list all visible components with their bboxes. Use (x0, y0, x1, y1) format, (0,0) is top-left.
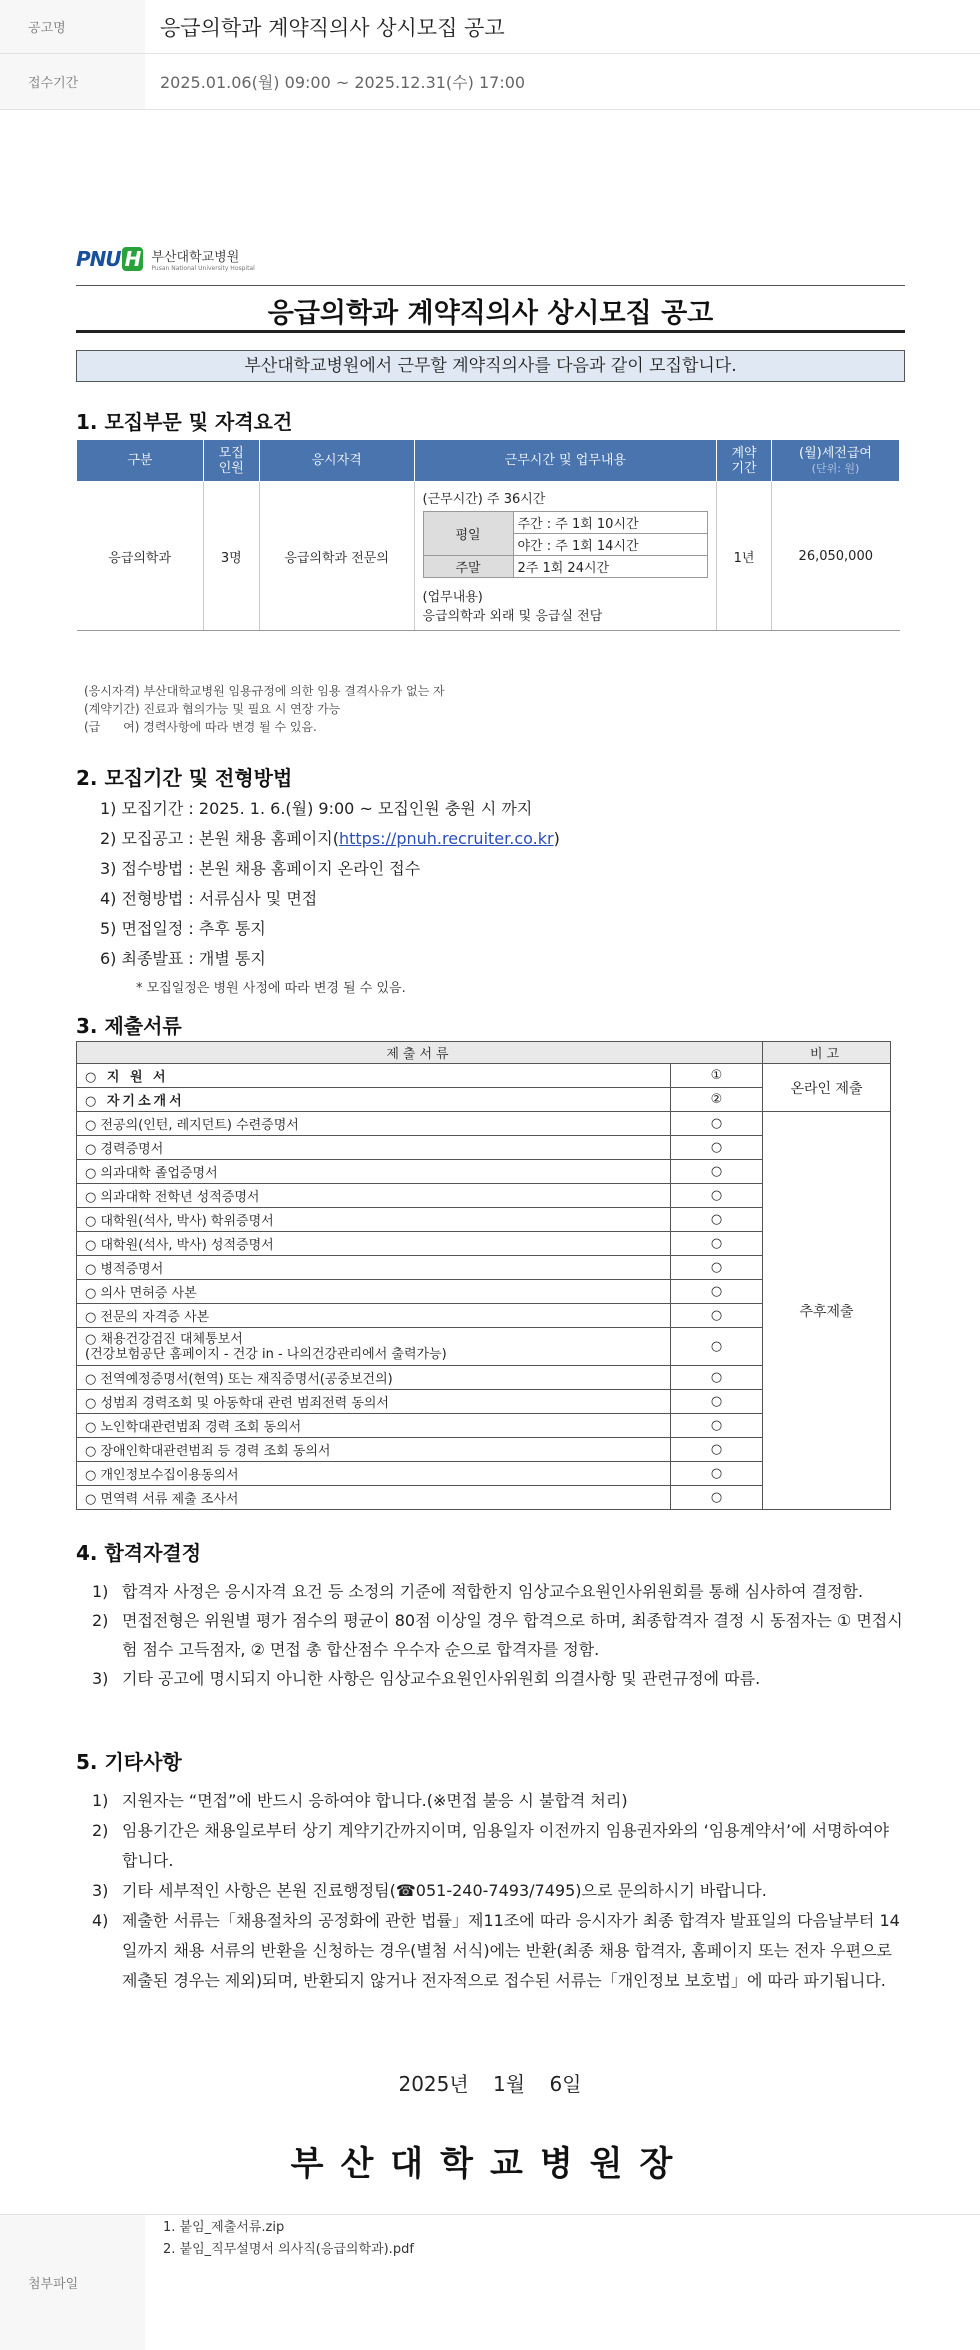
attachment-list (145, 2215, 414, 2350)
col-header: 모집 인원 (203, 440, 259, 482)
list-item: 4) 제출한 서류는「채용절차의 공정화에 관한 법률」제11조에 따라 응시자가 최종 합격자 발표일의 다음날부터 14일까지 채용 서류의 반환을 신청하는 경우(별첨 서식)에는 반환(최종 채용 합격자, 홈페이지 또는 전자 우편으로 제출된 경우는 제외)되며, 반환되지 않거나 전자적으로 접수된 서류는「개인정보 보호법」에 따라 파기됩니다. (92, 1911, 900, 1990)
doc-name: ○ 의과대학 졸업증명서 (77, 1160, 671, 1184)
schedule-note: * 모집일정은 병원 사정에 따라 변경 될 수 있음. (136, 981, 406, 996)
doc-mark: ○ (671, 1208, 763, 1232)
salary-cell: 26,050,000 (772, 482, 900, 631)
col-header: 제출서류 (77, 1042, 763, 1064)
col-header: 비고 (763, 1042, 891, 1064)
intro-box: 부산대학교병원에서 근무할 계약직의사를 다음과 같이 모집합니다. (76, 350, 905, 382)
weekday-label: 평일 (423, 512, 513, 556)
later-submit: 추후제출 (763, 1112, 891, 1510)
divider (76, 285, 905, 286)
weekend-label: 주말 (423, 556, 513, 578)
notice-period-label: 접수기간 (0, 54, 145, 109)
online-submit: 온라인 제출 (763, 1064, 891, 1112)
documents-table (76, 1041, 891, 1510)
note-line: (응시자격) 부산대학교병원 임용규정에 의한 임용 결격사유가 없는 자 (84, 684, 445, 698)
doc-mark: ○ (671, 1328, 763, 1366)
notice-title-label: 공고명 (0, 0, 145, 53)
col-header: 응시자격 (259, 440, 414, 482)
doc-name: ○ 대학원(석사, 박사) 성적증명서 (77, 1232, 671, 1256)
doc-mark: ○ (671, 1280, 763, 1304)
list-item: 2) 면접전형은 위원별 평가 점수의 평균이 80점 이상일 경우 합격으로 하며, 최종합격자 결정 시 동점자는 ① 면접시험 점수 고득점자, ② 면접 총 합산점수 우수자 순으로 합격자를 정함. (92, 1611, 903, 1659)
duty-label: (업무내용) (422, 590, 483, 605)
qual-cell: 응급의학과 전문의 (259, 482, 414, 631)
col-header: 계약 기간 (717, 440, 772, 482)
list-item: 1) 모집기간 : 2025. 1. 6.(월) 9:00 ~ 모집인원 충원 시 까지 (100, 799, 533, 818)
doc-mark: ○ (671, 1304, 763, 1328)
doc-name: ○ 자기소개서 (77, 1088, 671, 1112)
list-item: 3) 접수방법 : 본원 채용 홈페이지 온라인 접수 (100, 859, 421, 878)
attachments-row (0, 2214, 980, 2350)
doc-mark: ○ (671, 1390, 763, 1414)
doc-mark: ○ (671, 1486, 763, 1510)
list-item: 3) 기타 공고에 명시되지 아니한 사항은 임상교수요원인사위원회 의결사항 및 관련규정에 따름. (92, 1669, 761, 1688)
notice-period: 2025.01.06(월) 09:00 ~ 2025.12.31(수) 17:00 (160, 73, 526, 92)
list-item: 2) 모집공고 : 본원 채용 홈페이지(https://pnuh.recruiter.co.kr) (100, 829, 560, 848)
count-cell: 3명 (203, 482, 259, 631)
doc-name: ○ 장애인학대관련범죄 등 경력 조회 동의서 (77, 1438, 671, 1462)
doc-name: ○ 지 원 서 (77, 1064, 671, 1088)
doc-name: ○ 의과대학 전학년 성적증명서 (77, 1184, 671, 1208)
duty-text: 응급의학과 외래 및 응급실 전담 (422, 609, 603, 624)
doc-mark: ○ (671, 1256, 763, 1280)
logo-name-en: Pusan National University Hospital (151, 265, 255, 272)
attachments-label: 첨부파일 (0, 2215, 145, 2350)
logo-name-ko: 부산대학교병원 (151, 250, 240, 265)
doc-name: ○ 병적증명서 (77, 1256, 671, 1280)
hospital-logo (76, 246, 255, 272)
doc-mark: ○ (671, 1112, 763, 1136)
shift-table (423, 511, 709, 578)
table-notes (84, 682, 445, 736)
section-4-title: 4. 합격자결정 (76, 1541, 202, 1565)
weekend-shift: 2주 1회 24시간 (513, 556, 708, 578)
list-item: 4) 전형방법 : 서류심사 및 면접 (100, 889, 318, 908)
recruitment-table (76, 439, 900, 631)
section-1-title: 1. 모집부문 및 자격요건 (76, 410, 293, 434)
attachment-link[interactable]: 1. 붙임_제출서류.zip (163, 2220, 285, 2235)
doc-name: ○ 성범죄 경력조회 및 아동학대 관련 범죄전력 동의서 (77, 1390, 671, 1414)
notice-date: 2025년 1월 6일 (398, 2072, 582, 2096)
notice-title: 응급의학과 계약직의사 상시모집 공고 (160, 15, 505, 40)
attachment-link[interactable]: 2. 붙임_직무설명서 의사직(응급의학과).pdf (163, 2242, 414, 2257)
recruit-link[interactable]: https://pnuh.recruiter.co.kr (338, 829, 554, 848)
notice-title-row (0, 0, 980, 54)
note-line: (계약기간) 진료과 협의가능 및 필요 시 연장 가능 (84, 702, 341, 716)
divider (76, 330, 905, 333)
doc-mark: ① (671, 1064, 763, 1088)
doc-mark: ○ (671, 1184, 763, 1208)
section-2-title: 2. 모집기간 및 전형방법 (76, 766, 293, 790)
section-5-title: 5. 기타사항 (76, 1750, 182, 1774)
day-shift: 주간 : 주 1회 10시간 (513, 512, 708, 534)
doc-name: ○ 전역예정증명서(현역) 또는 재직증명서(공중보건의) (77, 1366, 671, 1390)
doc-name: ○ 전문의 자격증 사본 (77, 1304, 671, 1328)
doc-mark: ○ (671, 1366, 763, 1390)
doc-name: ○ 경력증명서 (77, 1136, 671, 1160)
doc-mark: ○ (671, 1438, 763, 1462)
list-item: 2) 임용기간은 채용일로부터 상기 계약기간까지이며, 임용일자 이전까지 임용권자와의 ‘임용계약서’에 서명하여야 합니다. (92, 1821, 889, 1870)
doc-name: ○ 채용건강검진 대체통보서 (건강보험공단 홈페이지 - 건강 in - 나의건강관리에서 출력가능) (77, 1328, 671, 1366)
doc-mark: ② (671, 1088, 763, 1112)
list-item: 1) 지원자는 “면접”에 반드시 응하여야 합니다.(※면접 불응 시 불합격 처리) (92, 1791, 628, 1810)
doc-mark: ○ (671, 1136, 763, 1160)
doc-mark: ○ (671, 1414, 763, 1438)
term-cell: 1년 (717, 482, 772, 631)
col-header: 근무시간 및 업무내용 (414, 440, 717, 482)
note-line: (급 여) 경력사항에 따라 변경 될 수 있음. (84, 720, 317, 734)
list-item: 5) 면접일정 : 추후 통지 (100, 919, 266, 938)
doc-mark: ○ (671, 1232, 763, 1256)
doc-name: ○ 개인정보수집이용동의서 (77, 1462, 671, 1486)
dept-cell: 응급의학과 (77, 482, 204, 631)
signatory: 부산대학교병원장 (290, 2144, 690, 2184)
hours-label: (근무시간) 주 36시간 (422, 492, 546, 507)
list-item: 3) 기타 세부적인 사항은 본원 진료행정팀(☎051-240-7493/7495)으로 문의하시기 바랍니다. (92, 1881, 767, 1900)
notice-document (0, 110, 980, 2214)
decision-list (92, 1577, 907, 1693)
hours-cell (414, 482, 717, 631)
list-item: 6) 최종발표 : 개별 통지 (100, 949, 266, 968)
list-item: 1) 합격자 사정은 응시자격 요건 등 소정의 기준에 적합한지 임상교수요원인사위원회를 통해 심사하여 결정함. (92, 1582, 864, 1601)
col-header: 구분 (77, 440, 204, 482)
notice-period-row (0, 54, 980, 110)
doc-name: ○ 전공의(인턴, 레지던트) 수련증명서 (77, 1112, 671, 1136)
col-header-salary: (월)세전급여 (단위: 원) (772, 440, 900, 482)
doc-mark: ○ (671, 1462, 763, 1486)
logo-mark: PNU H (76, 247, 143, 271)
doc-name: ○ 의사 면허증 사본 (77, 1280, 671, 1304)
document-title: 응급의학과 계약직의사 상시모집 공고 (267, 298, 714, 329)
doc-name: ○ 면역력 서류 제출 조사서 (77, 1486, 671, 1510)
doc-name: ○ 대학원(석사, 박사) 학위증명서 (77, 1208, 671, 1232)
section-3-title: 3. 제출서류 (76, 1014, 182, 1038)
misc-list (92, 1786, 907, 1996)
night-shift: 야간 : 주 1회 14시간 (513, 534, 708, 556)
schedule-list (100, 794, 560, 974)
doc-mark: ○ (671, 1160, 763, 1184)
doc-name: ○ 노인학대관련범죄 경력 조회 동의서 (77, 1414, 671, 1438)
